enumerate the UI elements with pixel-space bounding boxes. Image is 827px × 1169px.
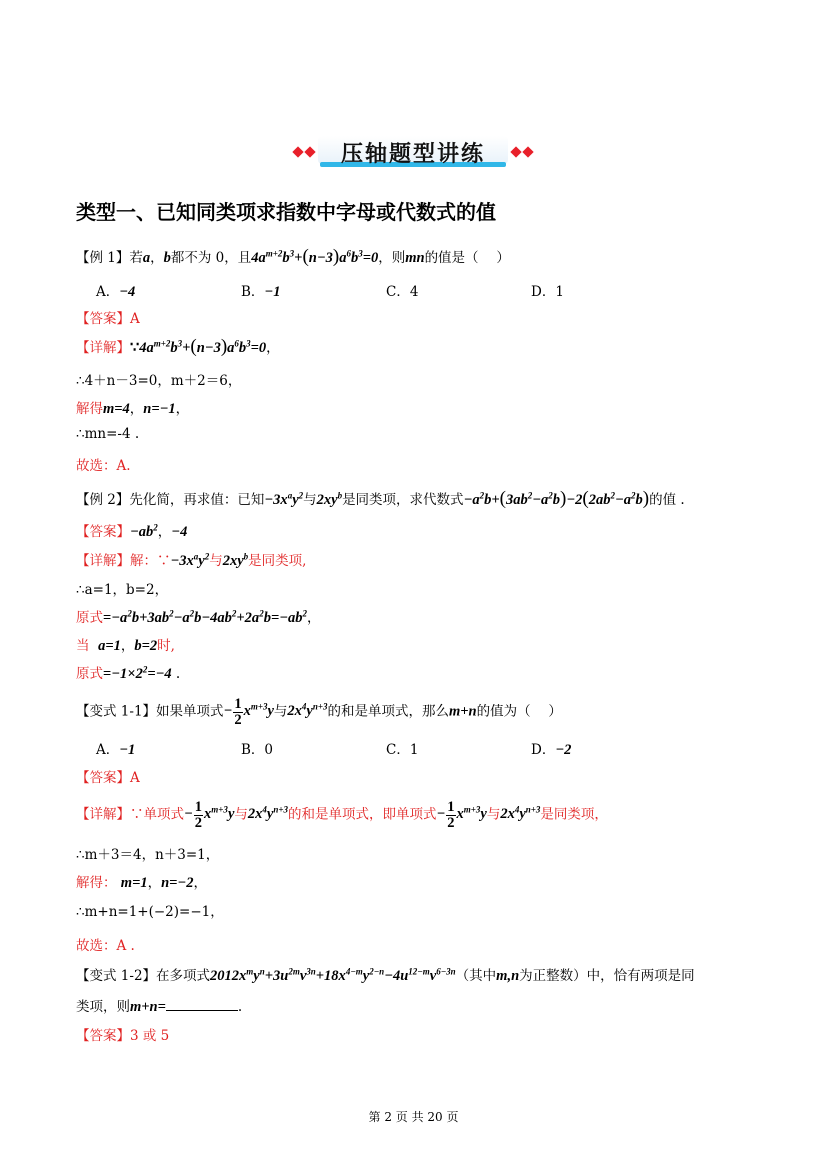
example-1-options <box>96 280 676 301</box>
example-2-answer: 【答案】$-ab^2$，−4 <box>76 522 188 540</box>
variant-1-2-tag: 【变式 1-2】 <box>76 968 157 984</box>
page-footer: 第 2 页 共 20 页 <box>368 1110 459 1124</box>
example-2-tag: 【例 2】 <box>76 492 130 508</box>
example-1-line-2: 解得m=4，n=−1， <box>76 401 190 417</box>
variant-1-1-line-2: 解得： m=1，n=−2， <box>76 875 207 891</box>
example-2-line-2: 原式$=-a^2b+3ab^2-a^2b-4ab^2+2a^2b=-ab^2$， <box>76 608 321 626</box>
option-a[interactable]: A．−1 <box>96 742 136 758</box>
example-2-detail: 【详解】解：$\because-3x^ay^2$与$2xy^b$是同类项, <box>76 551 307 569</box>
example-1-detail: 【详解】$\because 4a^{m+2}b^3+(n-3)a^6b^3=0$， <box>76 336 280 357</box>
option-c[interactable]: C．4 <box>386 284 419 300</box>
option-c[interactable]: C．1 <box>386 742 419 758</box>
example-1-answer: 【答案】A <box>76 311 140 327</box>
variant-1-1-answer: 【答案】A <box>76 770 140 786</box>
example-1-line-1: ∴4＋n－3=0，m＋2＝6， <box>76 373 242 389</box>
example-1-tag: 【例 1】 <box>76 250 130 266</box>
section-heading: 类型一、已知同类项求指数中字母或代数式的值 <box>76 200 496 224</box>
variant-1-1-line-1: ∴m＋3＝4，n＋3=1， <box>76 847 220 863</box>
option-d[interactable]: D．1 <box>531 284 564 300</box>
variant-1-1-question: 【变式 1-1】如果单项式− $\frac{1}{2}$ $x^{m+3}y$与$2x^4y^{n+3}$的和是单项式，那么m+n的值为（ ） <box>76 696 562 728</box>
banner-left-diamonds <box>290 146 320 158</box>
variant-1-1-tag: 【变式 1-1】 <box>76 703 157 720</box>
example-2-line-3: 当 a=1，b=2时, <box>76 638 175 654</box>
variant-1-2-answer: 【答案】3 或 5 <box>76 1028 170 1044</box>
section-banner <box>318 136 508 170</box>
option-b[interactable]: B．−1 <box>241 284 281 300</box>
example-2-question: 【例 2】先化简，再求值：已知$-3x^ay^2$与$2xy^b$是同类项，求代数式$-a^2b+(3ab^2-a^2b)-2(2ab^2-a^2b)$的值 . <box>76 488 685 509</box>
answer-blank[interactable] <box>166 996 238 1011</box>
variant-1-1-options <box>96 738 676 759</box>
variant-1-1-line-3: ∴m+n=1+(−2)=−1， <box>76 904 224 920</box>
banner-title: 压轴题型讲练 <box>340 142 485 167</box>
example-1-line-4: 故选：A. <box>76 458 131 474</box>
example-2-line-4: 原式$=-1\times 2^2=-4$ . <box>76 664 181 682</box>
variant-1-1-detail: 【详解】∵单项式− $\frac{1}{2}$ $x^{m+3}y$与$2x^4y^{n+3}$的和是单项式，即单项式− $\frac{1}{2}$ $x^{m+3}y$与$2x^4y^{n+3}$是同类项， <box>76 799 608 831</box>
example-1-line-3: ∴mn=-4 . <box>76 426 140 442</box>
variant-1-2-question-line-1: 【变式 1-2】在多项式$2012x^my^n+3u^{2m}v^{3n}+18x^{4-m}y^{2-n}-4u^{12-m}v^{6-3n}$（其中m,n为正整数）中，恰有两项是同 <box>76 966 695 984</box>
variant-1-2-question-line-2: 类项，则m+n= . <box>76 995 242 1016</box>
option-b[interactable]: B．0 <box>241 742 274 758</box>
banner-right-diamonds <box>508 146 538 158</box>
option-d[interactable]: D．−2 <box>531 742 572 758</box>
example-1-question: 【例 1】若a，b都不为 0，且$4a^{m+2}b^3+(n-3)a^6b^3=0$，则mn的值是（ ） <box>76 246 510 267</box>
option-a[interactable]: A．−4 <box>96 284 136 300</box>
variant-1-1-line-4: 故选：A . <box>76 938 135 954</box>
example-2-line-1: ∴a=1，b=2， <box>76 582 169 598</box>
